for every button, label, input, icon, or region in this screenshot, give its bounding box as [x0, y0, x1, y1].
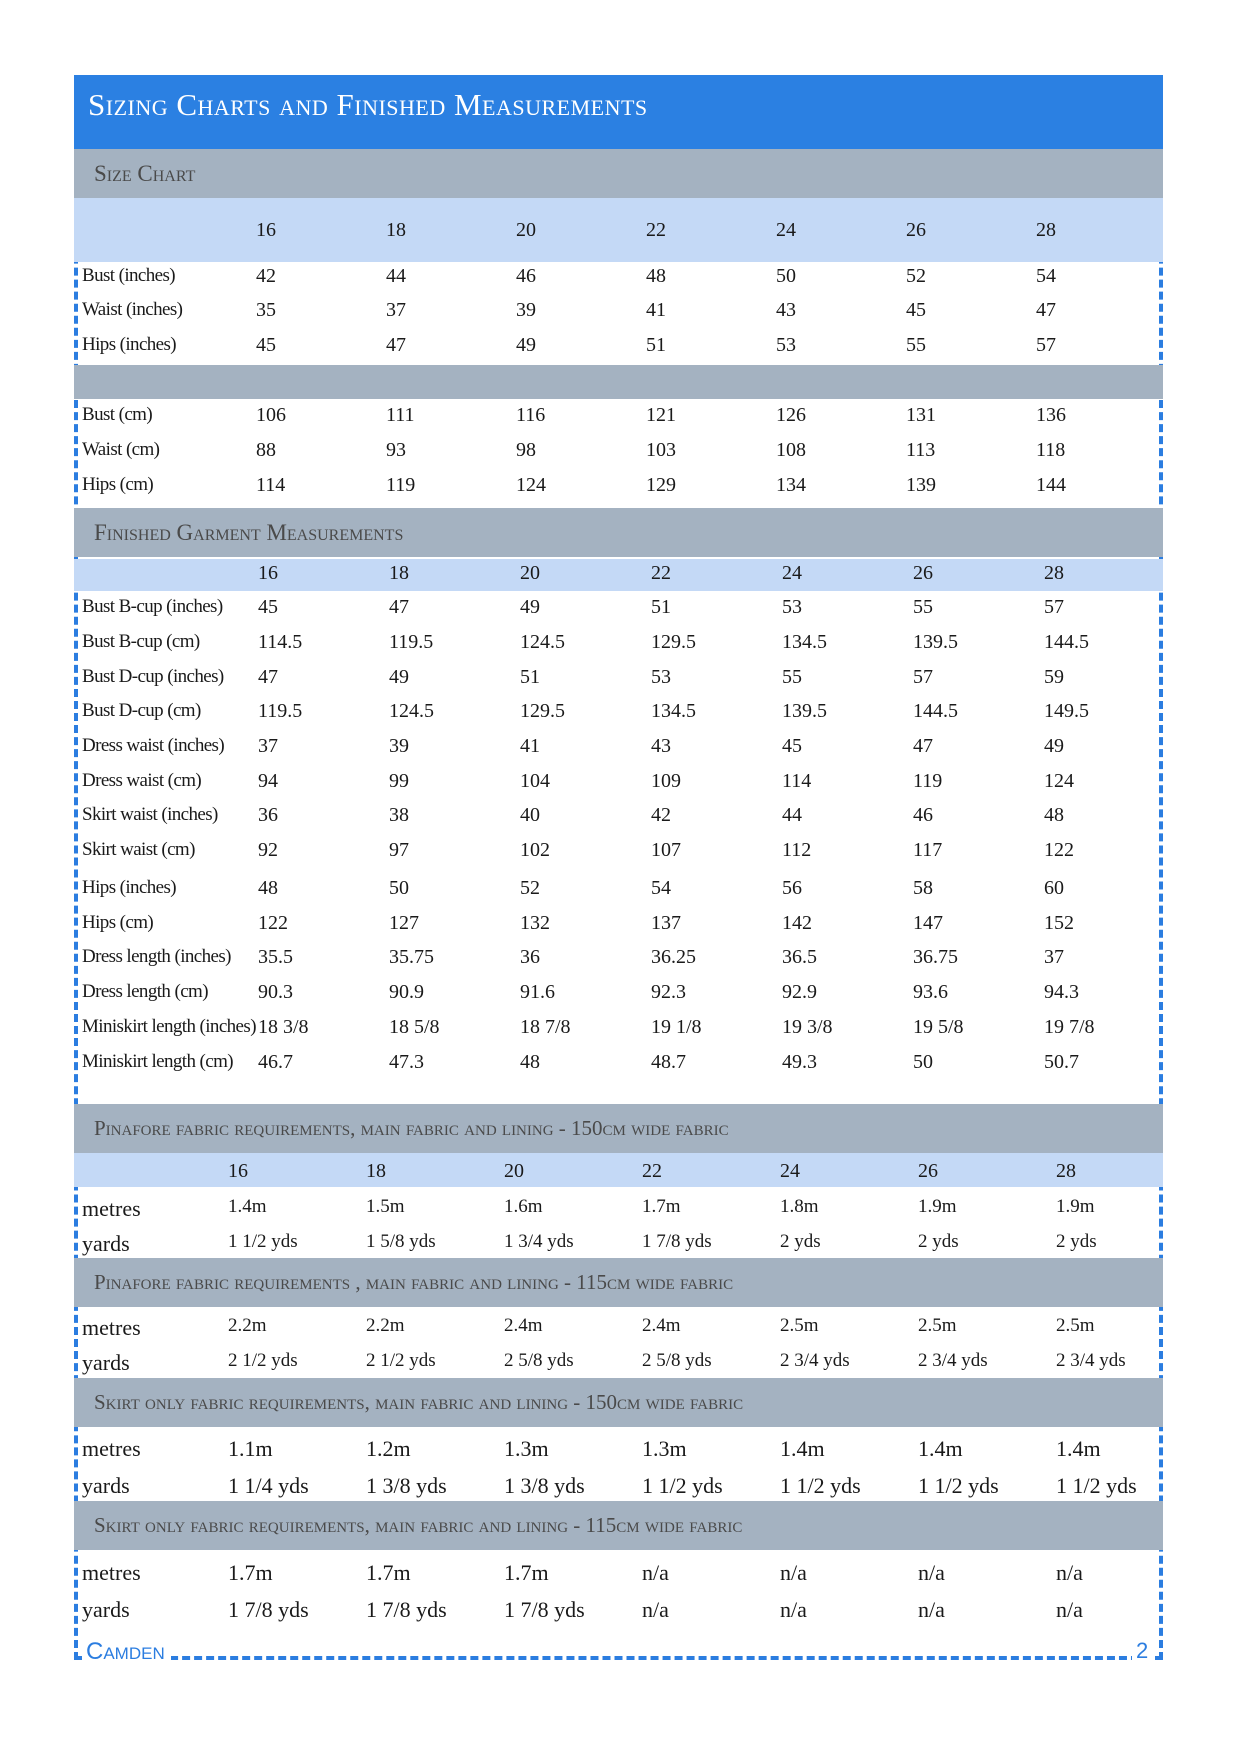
table-row [0, 265, 1241, 295]
row-value: 2 5/8 yds [642, 1350, 712, 1371]
row-value: 55 [913, 596, 933, 618]
row-value: 108 [776, 439, 806, 461]
row-value: 131 [906, 404, 936, 426]
row-label: Waist (inches) [82, 299, 183, 320]
row-value: n/a [780, 1597, 807, 1622]
section-heading: Finished Garment Measurements [94, 519, 404, 545]
row-value: 121 [646, 404, 676, 426]
row-value: 144.5 [1044, 631, 1089, 653]
table-row [0, 735, 1241, 765]
row-value: 117 [913, 839, 943, 861]
row-label: Dress waist (inches) [82, 735, 225, 756]
row-value: 139.5 [782, 700, 827, 722]
row-value: 57 [913, 666, 933, 688]
row-label: Dress waist (cm) [82, 770, 202, 791]
row-label: Hips (cm) [82, 912, 154, 933]
row-value: 49 [516, 334, 536, 356]
row-value: 92.3 [651, 981, 686, 1003]
row-value: n/a [780, 1560, 807, 1585]
row-value: 58 [913, 877, 933, 899]
row-value: 97 [389, 839, 409, 861]
row-value: 124.5 [389, 700, 434, 722]
row-value: 48 [646, 265, 666, 287]
row-value: 147 [913, 912, 943, 934]
row-value: 47 [913, 735, 933, 757]
row-value: 46 [516, 265, 536, 287]
size-label: 18 [386, 219, 406, 241]
table-row [0, 1473, 1241, 1503]
row-value: 103 [646, 439, 676, 461]
table-row [0, 700, 1241, 730]
row-value: 1 5/8 yds [366, 1231, 436, 1252]
row-value: 1.1m [228, 1436, 273, 1461]
row-value: 41 [646, 299, 666, 321]
row-value: 37 [1044, 946, 1064, 968]
row-value: 49.3 [782, 1051, 817, 1073]
row-value: 139 [906, 474, 936, 496]
row-value: 49 [389, 666, 409, 688]
row-label: Bust B-cup (inches) [82, 596, 223, 617]
row-label: yards [82, 1473, 130, 1498]
row-value: 2 5/8 yds [504, 1350, 574, 1371]
row-value: 1.3m [504, 1436, 549, 1461]
size-label: 16 [256, 219, 276, 241]
row-value: 18 5/8 [389, 1016, 440, 1038]
row-value: 51 [651, 596, 671, 618]
row-label: Miniskirt length (inches) [82, 1016, 256, 1037]
row-value: 1.7m [228, 1560, 273, 1585]
separator-band [74, 365, 1163, 399]
table-row [0, 1196, 1241, 1226]
row-value: 132 [520, 912, 550, 934]
row-value: 106 [256, 404, 286, 426]
row-value: 92 [258, 839, 278, 861]
row-value: 39 [516, 299, 536, 321]
size-label: 16 [228, 1160, 248, 1182]
row-value: 109 [651, 770, 681, 792]
size-label: 28 [1056, 1160, 1076, 1182]
row-value: 122 [1044, 839, 1074, 861]
table-row [0, 946, 1241, 976]
size-label: 22 [651, 562, 671, 584]
row-value: 134.5 [651, 700, 696, 722]
size-label: 26 [913, 562, 933, 584]
row-value: 60 [1044, 877, 1064, 899]
row-label: Bust (inches) [82, 265, 175, 286]
row-value: 1.5m [366, 1196, 405, 1217]
size-label: 28 [1036, 219, 1056, 241]
row-value: 1 7/8 yds [366, 1597, 447, 1622]
row-value: 129.5 [651, 631, 696, 653]
row-value: n/a [1056, 1597, 1083, 1622]
row-value: 51 [646, 334, 666, 356]
row-value: 56 [782, 877, 802, 899]
row-value: 50 [776, 265, 796, 287]
row-value: 127 [389, 912, 419, 934]
row-label: Bust D-cup (inches) [82, 666, 224, 687]
row-value: 53 [651, 666, 671, 688]
row-value: 46 [913, 804, 933, 826]
row-value: n/a [642, 1597, 669, 1622]
row-label: Waist (cm) [82, 439, 160, 460]
table-row [0, 1315, 1241, 1345]
row-value: 139.5 [913, 631, 958, 653]
row-value: 36 [258, 804, 278, 826]
row-value: 42 [256, 265, 276, 287]
row-value: 144 [1036, 474, 1066, 496]
row-value: 2 yds [1056, 1231, 1097, 1252]
section-pinafore-150 [74, 1104, 1163, 1153]
row-label: yards [82, 1597, 130, 1622]
row-value: 2 1/2 yds [366, 1350, 436, 1371]
size-header-row [0, 1160, 1241, 1190]
row-value: 19 1/8 [651, 1016, 702, 1038]
row-value: 48 [520, 1051, 540, 1073]
size-label: 18 [366, 1160, 386, 1182]
row-value: 119.5 [389, 631, 434, 653]
row-value: 99 [389, 770, 409, 792]
table-row [0, 439, 1241, 469]
row-value: 47 [258, 666, 278, 688]
row-value: 1.3m [642, 1436, 687, 1461]
row-value: 39 [389, 735, 409, 757]
row-value: n/a [1056, 1560, 1083, 1585]
size-label: 28 [1044, 562, 1064, 584]
row-value: 38 [389, 804, 409, 826]
table-row [0, 912, 1241, 942]
row-value: 48 [1044, 804, 1064, 826]
row-value: 1 1/2 yds [228, 1231, 298, 1252]
row-value: 1.4m [1056, 1436, 1101, 1461]
row-value: 40 [520, 804, 540, 826]
table-row [0, 666, 1241, 696]
size-label: 24 [780, 1160, 800, 1182]
table-row [0, 299, 1241, 329]
row-value: 124 [1044, 770, 1074, 792]
row-value: 50 [913, 1051, 933, 1073]
row-label: metres [82, 1560, 141, 1585]
page-title: Sizing Charts and Finished Measurements [74, 75, 1163, 149]
row-value: 1 1/2 yds [1056, 1473, 1137, 1498]
row-value: 2 yds [918, 1231, 959, 1252]
row-value: 18 3/8 [258, 1016, 309, 1038]
size-label: 18 [389, 562, 409, 584]
row-value: 35.75 [389, 946, 434, 968]
table-row [0, 804, 1241, 834]
footer-pattern-name: Camden [86, 1638, 171, 1666]
row-value: 19 3/8 [782, 1016, 833, 1038]
row-value: 46.7 [258, 1051, 293, 1073]
row-label: Bust (cm) [82, 404, 153, 425]
row-value: 36 [520, 946, 540, 968]
row-value: 1 1/4 yds [228, 1473, 309, 1498]
row-value: 54 [1036, 265, 1056, 287]
row-value: 2 yds [780, 1231, 821, 1252]
row-value: 45 [256, 334, 276, 356]
row-value: 1 7/8 yds [642, 1231, 712, 1252]
row-value: 2 3/4 yds [780, 1350, 850, 1371]
table-row [0, 1597, 1241, 1627]
row-label: Skirt waist (cm) [82, 839, 195, 860]
section-heading: Pinafore fabric requirements, main fabric and lining - 150cm wide fabric [94, 1116, 729, 1140]
row-value: 2.4m [642, 1315, 681, 1336]
row-value: 104 [520, 770, 550, 792]
table-row [0, 474, 1241, 504]
table-row [0, 877, 1241, 907]
row-value: 116 [516, 404, 546, 426]
row-value: 2 1/2 yds [228, 1350, 298, 1371]
row-value: 2.2m [366, 1315, 405, 1336]
row-value: 126 [776, 404, 806, 426]
row-value: 1 3/4 yds [504, 1231, 574, 1252]
row-value: 119 [386, 474, 416, 496]
row-value: 52 [906, 265, 926, 287]
row-label: metres [82, 1436, 141, 1461]
row-value: 94 [258, 770, 278, 792]
size-label: 24 [782, 562, 802, 584]
row-value: 92.9 [782, 981, 817, 1003]
section-heading: Size Chart [94, 160, 196, 186]
row-value: 144.5 [913, 700, 958, 722]
row-value: 2 3/4 yds [1056, 1350, 1126, 1371]
row-value: 51 [520, 666, 540, 688]
row-label: yards [82, 1231, 130, 1256]
size-label: 26 [918, 1160, 938, 1182]
row-label: Hips (inches) [82, 877, 177, 898]
table-row [0, 770, 1241, 800]
table-row [0, 631, 1241, 661]
row-value: 2.5m [918, 1315, 957, 1336]
size-label: 24 [776, 219, 796, 241]
row-value: n/a [918, 1597, 945, 1622]
table-row [0, 596, 1241, 626]
row-value: 102 [520, 839, 550, 861]
row-label: Dress length (inches) [82, 946, 231, 967]
row-value: 45 [258, 596, 278, 618]
row-value: 52 [520, 877, 540, 899]
row-value: 1 1/2 yds [780, 1473, 861, 1498]
row-value: 124 [516, 474, 546, 496]
row-value: 119.5 [258, 700, 303, 722]
size-label: 26 [906, 219, 926, 241]
row-value: 90.9 [389, 981, 424, 1003]
row-value: 114.5 [258, 631, 303, 653]
row-label: metres [82, 1315, 141, 1340]
table-row [0, 1350, 1241, 1380]
row-value: 42 [651, 804, 671, 826]
row-value: 37 [258, 735, 278, 757]
row-value: 129.5 [520, 700, 565, 722]
table-row [0, 1016, 1241, 1046]
row-value: 44 [386, 265, 406, 287]
section-size-chart [74, 149, 1163, 198]
row-value: 1.7m [504, 1560, 549, 1585]
row-value: 1.7m [366, 1560, 411, 1585]
size-header-row [0, 562, 1241, 592]
row-label: Miniskirt length (cm) [82, 1051, 233, 1072]
row-value: 1.8m [780, 1196, 819, 1217]
size-label: 20 [520, 562, 540, 584]
row-value: 47 [386, 334, 406, 356]
row-value: 43 [776, 299, 796, 321]
row-value: 36.75 [913, 946, 958, 968]
row-value: 91.6 [520, 981, 555, 1003]
row-value: 18 7/8 [520, 1016, 571, 1038]
row-value: 50 [389, 877, 409, 899]
size-label: 20 [516, 219, 536, 241]
row-value: 94.3 [1044, 981, 1079, 1003]
section-pinafore-115 [74, 1258, 1163, 1307]
row-value: 19 7/8 [1044, 1016, 1095, 1038]
row-value: 152 [1044, 912, 1074, 934]
row-value: 1.4m [228, 1196, 267, 1217]
row-value: 54 [651, 877, 671, 899]
row-value: 36.5 [782, 946, 817, 968]
row-label: metres [82, 1196, 141, 1221]
row-value: 113 [906, 439, 936, 461]
row-value: 53 [776, 334, 796, 356]
row-value: 129 [646, 474, 676, 496]
row-value: 43 [651, 735, 671, 757]
section-finished-garment [74, 508, 1163, 557]
table-row [0, 981, 1241, 1011]
row-value: 49 [520, 596, 540, 618]
size-label: 22 [642, 1160, 662, 1182]
row-value: 36.25 [651, 946, 696, 968]
row-value: 142 [782, 912, 812, 934]
row-value: 45 [906, 299, 926, 321]
size-label: 22 [646, 219, 666, 241]
row-value: 136 [1036, 404, 1066, 426]
row-label: Skirt waist (inches) [82, 804, 218, 825]
section-skirt-150 [74, 1378, 1163, 1427]
table-row [0, 1436, 1241, 1466]
row-value: 2 3/4 yds [918, 1350, 988, 1371]
row-value: 50.7 [1044, 1051, 1079, 1073]
row-value: 2.4m [504, 1315, 543, 1336]
row-value: 2.2m [228, 1315, 267, 1336]
row-value: 1.7m [642, 1196, 681, 1217]
row-value: 111 [386, 404, 415, 426]
table-row [0, 404, 1241, 434]
size-header-row [0, 219, 1241, 249]
row-value: 1 1/2 yds [642, 1473, 723, 1498]
row-label: yards [82, 1350, 130, 1375]
row-label: Bust D-cup (cm) [82, 700, 201, 721]
row-value: 59 [1044, 666, 1064, 688]
row-value: 2.5m [1056, 1315, 1095, 1336]
row-value: 49 [1044, 735, 1064, 757]
table-row [0, 1560, 1241, 1590]
row-value: 48.7 [651, 1051, 686, 1073]
row-value: 1 7/8 yds [504, 1597, 585, 1622]
row-value: 112 [782, 839, 812, 861]
row-value: n/a [918, 1560, 945, 1585]
row-value: 119 [913, 770, 943, 792]
row-value: 90.3 [258, 981, 293, 1003]
row-value: 134 [776, 474, 806, 496]
row-value: 93.6 [913, 981, 948, 1003]
row-value: 45 [782, 735, 802, 757]
row-value: 57 [1036, 334, 1056, 356]
row-value: 55 [906, 334, 926, 356]
row-label: Dress length (cm) [82, 981, 208, 1002]
row-value: 35.5 [258, 946, 293, 968]
size-label: 16 [258, 562, 278, 584]
row-value: 107 [651, 839, 681, 861]
row-value: 88 [256, 439, 276, 461]
table-row [0, 334, 1241, 364]
row-label: Hips (inches) [82, 334, 177, 355]
row-value: 2.5m [780, 1315, 819, 1336]
row-value: 118 [1036, 439, 1066, 461]
row-value: 1 3/8 yds [366, 1473, 447, 1498]
row-value: 114 [782, 770, 812, 792]
row-value: 1.4m [918, 1436, 963, 1461]
row-value: 55 [782, 666, 802, 688]
row-value: 19 5/8 [913, 1016, 964, 1038]
row-value: 44 [782, 804, 802, 826]
row-value: 37 [386, 299, 406, 321]
row-value: 1.2m [366, 1436, 411, 1461]
row-value: 35 [256, 299, 276, 321]
row-value: 93 [386, 439, 406, 461]
table-row [0, 839, 1241, 869]
row-value: 1 1/2 yds [918, 1473, 999, 1498]
row-value: 1.9m [1056, 1196, 1095, 1217]
footer-page-number: 2 [1132, 1638, 1152, 1664]
row-label: Hips (cm) [82, 474, 154, 495]
row-value: 98 [516, 439, 536, 461]
row-value: n/a [642, 1560, 669, 1585]
table-row [0, 1231, 1241, 1261]
row-label: Bust B-cup (cm) [82, 631, 200, 652]
table-row [0, 1051, 1241, 1081]
row-value: 1 3/8 yds [504, 1473, 585, 1498]
section-heading: Skirt only fabric requirements, main fabric and lining - 150cm wide fabric [94, 1390, 744, 1414]
section-heading: Pinafore fabric requirements , main fabric and lining - 115cm wide fabric [94, 1270, 734, 1294]
row-value: 57 [1044, 596, 1064, 618]
row-value: 1 7/8 yds [228, 1597, 309, 1622]
row-value: 149.5 [1044, 700, 1089, 722]
row-value: 41 [520, 735, 540, 757]
size-label: 20 [504, 1160, 524, 1182]
row-value: 134.5 [782, 631, 827, 653]
row-value: 47 [1036, 299, 1056, 321]
row-value: 47 [389, 596, 409, 618]
row-value: 48 [258, 877, 278, 899]
row-value: 137 [651, 912, 681, 934]
row-value: 1.6m [504, 1196, 543, 1217]
row-value: 1.4m [780, 1436, 825, 1461]
section-skirt-115 [74, 1501, 1163, 1550]
row-value: 124.5 [520, 631, 565, 653]
row-value: 1.9m [918, 1196, 957, 1217]
row-value: 122 [258, 912, 288, 934]
row-value: 114 [256, 474, 286, 496]
row-value: 47.3 [389, 1051, 424, 1073]
row-value: 53 [782, 596, 802, 618]
section-heading: Skirt only fabric requirements, main fabric and lining - 115cm wide fabric [94, 1513, 743, 1537]
